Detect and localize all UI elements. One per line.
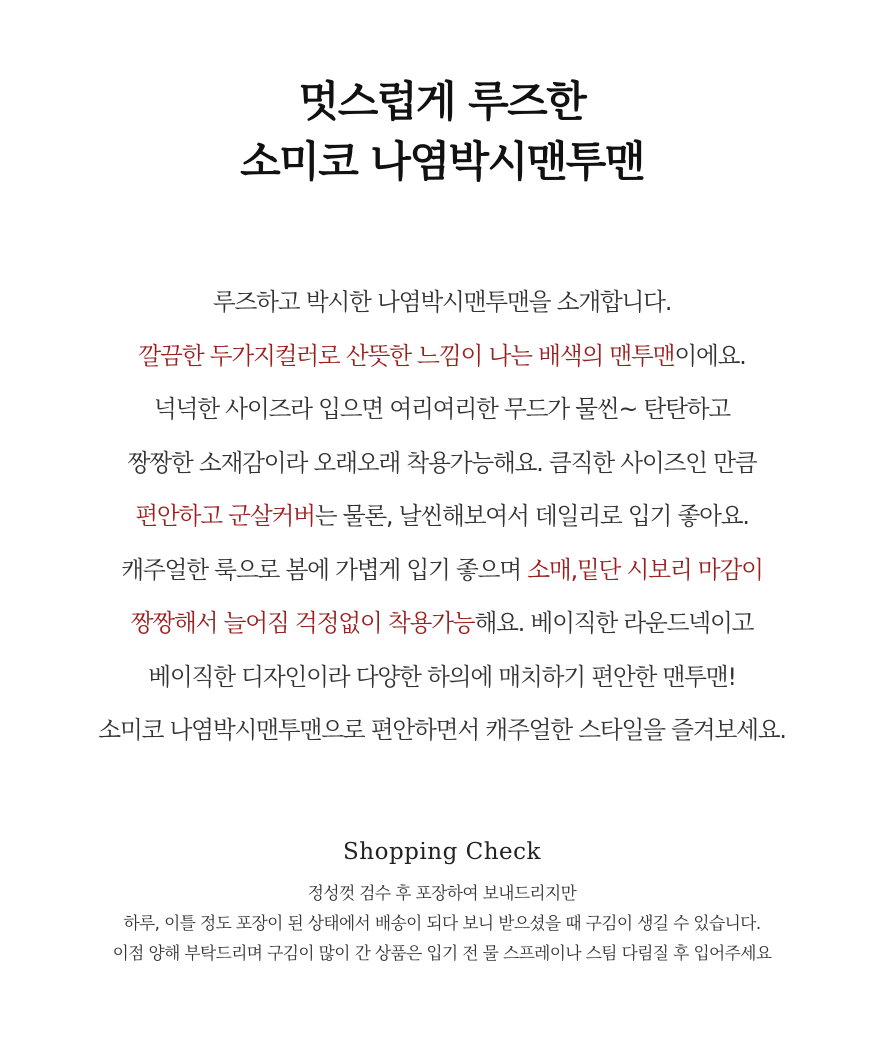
headline-line-1: 멋스럽게 루즈한 bbox=[298, 77, 586, 126]
description-line-5 bbox=[0, 490, 884, 544]
description-highlight: 짱짱해서 늘어짐 걱정없이 착용가능 bbox=[130, 609, 475, 637]
description-highlight: 편안하고 군살커버 bbox=[135, 502, 315, 530]
shopping-check-line-1: 정성껏 검수 후 포장하여 보내드리지만 bbox=[307, 883, 577, 903]
description-highlight: 깔끔한 두가지컬러로 산뜻한 느낌이 나는 배색의 맨투맨 bbox=[138, 341, 675, 370]
description-text: 는 물론, 날씬해보여서 데일리로 입기 좋아요. bbox=[314, 502, 749, 530]
shopping-check-line-3: 이점 양해 부탁드리며 구김이 많이 간 상품은 입기 전 물 스프레이나 스팀 다림질 후 입어주세요 bbox=[112, 943, 772, 963]
description-highlight: 소매,밑단 시보리 마감이 bbox=[527, 555, 763, 584]
shopping-check-section bbox=[0, 834, 884, 968]
description-text: 캐주얼한 룩으로 봄에 가볍게 입기 좋으며 bbox=[121, 555, 528, 584]
product-description bbox=[0, 276, 884, 758]
description-line-3: 넉넉한 사이즈라 입으면 여리여리한 무드가 물씬~ 탄탄하고 bbox=[153, 395, 731, 423]
headline bbox=[0, 72, 884, 192]
description-line-1: 루즈하고 박시한 나염박시맨투맨을 소개합니다. bbox=[212, 288, 672, 316]
description-line-8: 베이직한 디자인이라 다양한 하의에 매치하기 편안한 맨투맨! bbox=[148, 662, 736, 691]
description-line-2 bbox=[0, 330, 884, 384]
shopping-check-title: Shopping Check bbox=[343, 839, 541, 865]
description-text: 해요. 베이직한 라운드넥이고 bbox=[474, 609, 754, 637]
description-line-9: 소미코 나염박시맨투맨으로 편안하면서 캐주얼한 스타일을 즐겨보세요. bbox=[98, 716, 786, 744]
description-text: 이에요. bbox=[674, 341, 746, 370]
description-line-4: 짱짱한 소재감이라 오래오래 착용가능해요. 큼직한 사이즈인 만큼 bbox=[127, 448, 757, 477]
description-line-7 bbox=[0, 597, 884, 651]
shopping-check-line-2: 하루, 이틀 정도 포장이 된 상태에서 배송이 되다 보니 받으셨을 때 구김이 생길 수 있습니다. bbox=[123, 913, 761, 933]
description-line-6 bbox=[0, 544, 884, 598]
headline-line-2: 소미코 나염박시맨투맨 bbox=[240, 137, 644, 186]
